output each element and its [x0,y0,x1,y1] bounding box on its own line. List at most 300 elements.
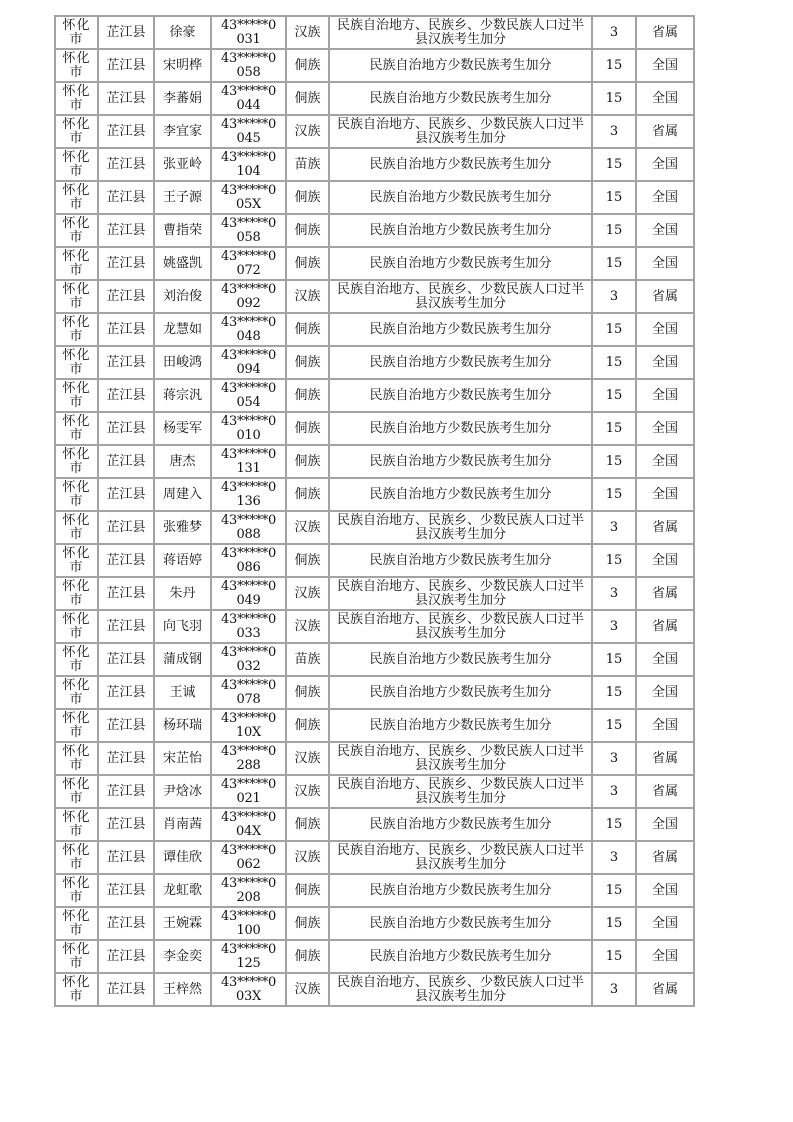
ethnicity-cell-text: 侗族 [294,486,321,502]
points-cell-text: 3 [609,24,619,40]
ethnicity-cell-text: 汉族 [294,519,321,535]
ethnicity-cell [286,907,329,940]
policy-cell [329,181,592,214]
points-cell-text: 3 [609,123,619,139]
id-number-cell-text: 43*****0086 [221,545,276,575]
table-row [55,973,694,1006]
scope-cell [636,478,694,511]
policy-cell-text: 民族自治地方少数民族考生加分 [369,651,552,667]
county-cell [98,874,154,907]
name-cell-text: 唐杰 [169,453,196,469]
city-cell [55,115,98,148]
scope-cell [636,643,694,676]
city-cell-text: 怀化市 [62,512,91,542]
city-cell [55,709,98,742]
points-cell [592,313,636,346]
name-cell-text: 宋芷怡 [162,750,202,766]
points-cell [592,445,636,478]
city-cell [55,775,98,808]
policy-cell-text: 民族自治地方少数民族考生加分 [369,387,552,403]
points-cell-text: 15 [605,255,623,271]
name-cell-text: 蒋宗汎 [162,387,202,403]
city-cell-text: 怀化市 [62,644,91,674]
county-cell [98,313,154,346]
points-cell [592,214,636,247]
scope-cell-text: 全国 [651,189,678,205]
scope-cell [636,907,694,940]
name-cell [154,676,211,709]
id-number-cell-text: 43*****0033 [221,611,276,641]
county-cell [98,643,154,676]
county-cell-text: 芷江县 [106,24,146,40]
county-cell-text: 芷江县 [106,849,146,865]
points-cell-text: 15 [605,651,623,667]
county-cell-text: 芷江县 [106,684,146,700]
name-cell [154,379,211,412]
scope-cell [636,280,694,313]
id-number-cell-text: 43*****0062 [221,842,276,872]
policy-cell-text: 民族自治地方少数民族考生加分 [369,156,552,172]
points-cell-text: 15 [605,222,623,238]
points-cell-text: 15 [605,948,623,964]
id-number-cell [211,610,286,643]
table-row [55,709,694,742]
county-cell [98,841,154,874]
scope-cell-text: 全国 [651,354,678,370]
points-cell-text: 3 [609,783,619,799]
points-cell-text: 15 [605,717,623,733]
name-cell-text: 刘治俊 [162,288,202,304]
id-number-cell-text: 43*****0125 [221,941,276,971]
policy-cell-text: 民族自治地方少数民族考生加分 [369,420,552,436]
table-row [55,808,694,841]
scope-cell-text: 省属 [651,849,678,865]
id-number-cell-text: 43*****0031 [221,17,276,47]
policy-cell [329,16,592,49]
city-cell-text: 怀化市 [62,215,91,245]
ethnicity-cell-text: 侗族 [294,57,321,73]
scope-cell [636,247,694,280]
county-cell [98,181,154,214]
table-row [55,511,694,544]
ethnicity-cell [286,49,329,82]
points-cell-text: 15 [605,387,623,403]
scope-cell-text: 全国 [651,915,678,931]
id-number-cell [211,874,286,907]
name-cell [154,478,211,511]
county-cell [98,940,154,973]
scope-cell-text: 全国 [651,816,678,832]
id-number-cell-text: 43*****0032 [221,644,276,674]
table-row [55,478,694,511]
city-cell-text: 怀化市 [62,545,91,575]
scope-cell-text: 全国 [651,387,678,403]
id-number-cell-text: 43*****005X [221,182,276,212]
id-number-cell-text: 43*****0044 [221,83,276,113]
scope-cell [636,577,694,610]
policy-cell-text: 民族自治地方、民族乡、少数民族人口过半县汉族考生加分 [336,776,584,806]
ethnicity-cell-text: 侗族 [294,816,321,832]
city-cell [55,214,98,247]
city-cell-text: 怀化市 [62,974,91,1004]
id-number-cell [211,676,286,709]
points-cell [592,115,636,148]
ethnicity-cell [286,808,329,841]
ethnicity-cell-text: 汉族 [294,618,321,634]
id-number-cell-text: 43*****0288 [221,743,276,773]
city-cell [55,610,98,643]
ethnicity-cell-text: 侗族 [294,90,321,106]
scope-cell [636,610,694,643]
scope-cell-text: 省属 [651,24,678,40]
policy-cell [329,643,592,676]
scope-cell [636,115,694,148]
id-number-cell [211,940,286,973]
points-cell [592,346,636,379]
ethnicity-cell [286,709,329,742]
points-cell [592,82,636,115]
name-cell [154,709,211,742]
county-cell [98,82,154,115]
county-cell-text: 芷江县 [106,948,146,964]
name-cell [154,511,211,544]
name-cell-text: 李蕃娟 [162,90,202,106]
id-number-cell-text: 43*****0100 [221,908,276,938]
city-cell-text: 怀化市 [62,446,91,476]
name-cell-text: 徐豪 [169,24,196,40]
county-cell-text: 芷江县 [106,519,146,535]
points-cell-text: 15 [605,552,623,568]
policy-cell-text: 民族自治地方、民族乡、少数民族人口过半县汉族考生加分 [336,842,584,872]
ethnicity-cell-text: 汉族 [294,585,321,601]
points-cell-text: 15 [605,816,623,832]
county-cell-text: 芷江县 [106,255,146,271]
county-cell [98,379,154,412]
ethnicity-cell-text: 汉族 [294,783,321,799]
ethnicity-cell [286,445,329,478]
city-cell-text: 怀化市 [62,314,91,344]
id-number-cell [211,313,286,346]
city-cell-text: 怀化市 [62,710,91,740]
id-number-cell [211,16,286,49]
county-cell-text: 芷江县 [106,321,146,337]
county-cell [98,280,154,313]
name-cell [154,907,211,940]
table-row [55,82,694,115]
scope-cell [636,709,694,742]
id-number-cell-text: 43*****0072 [221,248,276,278]
points-cell-text: 15 [605,453,623,469]
ethnicity-cell-text: 侗族 [294,255,321,271]
scope-cell-text: 全国 [651,420,678,436]
points-cell [592,643,636,676]
name-cell [154,82,211,115]
policy-cell-text: 民族自治地方少数民族考生加分 [369,717,552,733]
city-cell-text: 怀化市 [62,413,91,443]
name-cell [154,973,211,1006]
name-cell-text: 曹指荣 [162,222,202,238]
county-cell-text: 芷江县 [106,453,146,469]
points-cell [592,379,636,412]
id-number-cell-text: 43*****0045 [221,116,276,146]
id-number-cell [211,445,286,478]
city-cell [55,412,98,445]
name-cell-text: 王子源 [162,189,202,205]
name-cell [154,841,211,874]
county-cell-text: 芷江县 [106,816,146,832]
city-cell-text: 怀化市 [62,677,91,707]
scope-cell [636,148,694,181]
scope-cell [636,973,694,1006]
points-cell-text: 3 [609,849,619,865]
name-cell-text: 周建入 [162,486,202,502]
county-cell [98,973,154,1006]
policy-cell-text: 民族自治地方少数民族考生加分 [369,915,552,931]
county-cell [98,49,154,82]
ethnicity-cell [286,148,329,181]
points-cell [592,511,636,544]
policy-cell-text: 民族自治地方少数民族考生加分 [369,57,552,73]
id-number-cell [211,577,286,610]
scope-cell-text: 全国 [651,486,678,502]
policy-cell [329,82,592,115]
county-cell [98,511,154,544]
county-cell [98,709,154,742]
ethnicity-cell [286,544,329,577]
scope-cell [636,775,694,808]
county-cell-text: 芷江县 [106,57,146,73]
points-cell-text: 15 [605,420,623,436]
table-row [55,115,694,148]
name-cell [154,247,211,280]
policy-cell [329,775,592,808]
ethnicity-cell-text: 侗族 [294,222,321,238]
policy-cell [329,907,592,940]
id-number-cell [211,973,286,1006]
name-cell [154,346,211,379]
ethnicity-cell-text: 苗族 [294,156,321,172]
ethnicity-cell [286,610,329,643]
name-cell-text: 王梓然 [162,981,202,997]
name-cell-text: 蒋语婷 [162,552,202,568]
name-cell-text: 龙虹歌 [162,882,202,898]
policy-cell [329,478,592,511]
table-row [55,610,694,643]
city-cell [55,874,98,907]
city-cell [55,808,98,841]
county-cell-text: 芷江县 [106,189,146,205]
points-cell-text: 15 [605,486,623,502]
policy-cell-text: 民族自治地方、民族乡、少数民族人口过半县汉族考生加分 [336,281,584,311]
policy-cell-text: 民族自治地方、民族乡、少数民族人口过半县汉族考生加分 [336,974,584,1004]
name-cell [154,940,211,973]
table-row [55,379,694,412]
policy-cell-text: 民族自治地方少数民族考生加分 [369,255,552,271]
name-cell-text: 朱丹 [169,585,196,601]
name-cell-text: 尹焓冰 [162,783,202,799]
ethnicity-cell [286,874,329,907]
scope-cell-text: 省属 [651,750,678,766]
name-cell-text: 田峻鸿 [162,354,202,370]
county-cell [98,148,154,181]
points-cell [592,247,636,280]
id-number-cell [211,412,286,445]
ethnicity-cell-text: 汉族 [294,123,321,139]
county-cell-text: 芷江县 [106,156,146,172]
table-row [55,940,694,973]
id-number-cell [211,775,286,808]
points-cell [592,907,636,940]
points-cell-text: 15 [605,156,623,172]
ethnicity-cell-text: 汉族 [294,750,321,766]
id-number-cell-text: 43*****0136 [221,479,276,509]
ethnicity-cell [286,115,329,148]
policy-cell [329,214,592,247]
county-cell [98,247,154,280]
county-cell-text: 芷江县 [106,651,146,667]
ethnicity-cell [286,940,329,973]
city-cell-text: 怀化市 [62,809,91,839]
policy-cell [329,676,592,709]
points-cell [592,841,636,874]
policy-cell-text: 民族自治地方少数民族考生加分 [369,948,552,964]
policy-cell-text: 民族自治地方少数民族考生加分 [369,684,552,700]
county-cell-text: 芷江县 [106,552,146,568]
id-number-cell-text: 43*****0094 [221,347,276,377]
points-cell [592,940,636,973]
name-cell [154,280,211,313]
ethnicity-cell [286,775,329,808]
policy-cell [329,808,592,841]
policy-cell-text: 民族自治地方少数民族考生加分 [369,222,552,238]
points-cell [592,148,636,181]
county-cell [98,16,154,49]
points-cell [592,412,636,445]
table-row [55,49,694,82]
city-cell [55,973,98,1006]
city-cell [55,907,98,940]
id-number-cell [211,511,286,544]
id-number-cell [211,214,286,247]
points-cell-text: 3 [609,585,619,601]
city-cell [55,346,98,379]
ethnicity-cell [286,412,329,445]
scope-cell [636,544,694,577]
points-cell-text: 3 [609,288,619,304]
county-cell [98,115,154,148]
policy-cell [329,544,592,577]
policy-cell-text: 民族自治地方、民族乡、少数民族人口过半县汉族考生加分 [336,116,584,146]
name-cell [154,445,211,478]
points-cell [592,973,636,1006]
points-cell-text: 3 [609,981,619,997]
name-cell-text: 李金奕 [162,948,202,964]
policy-cell [329,610,592,643]
name-cell [154,775,211,808]
ethnicity-cell [286,16,329,49]
table-row [55,247,694,280]
ethnicity-cell-text: 侗族 [294,189,321,205]
table-row [55,181,694,214]
name-cell [154,643,211,676]
policy-cell [329,247,592,280]
policy-cell [329,49,592,82]
county-cell [98,907,154,940]
county-cell-text: 芷江县 [106,486,146,502]
points-cell [592,874,636,907]
ethnicity-cell-text: 侗族 [294,882,321,898]
scope-cell-text: 省属 [651,288,678,304]
county-cell [98,808,154,841]
scope-cell-text: 省属 [651,585,678,601]
scope-cell-text: 省属 [651,123,678,139]
ethnicity-cell-text: 侗族 [294,552,321,568]
id-number-cell [211,115,286,148]
ethnicity-cell-text: 汉族 [294,24,321,40]
county-cell-text: 芷江县 [106,750,146,766]
name-cell-text: 李宜家 [162,123,202,139]
scope-cell [636,940,694,973]
points-cell-text: 3 [609,618,619,634]
city-cell-text: 怀化市 [62,17,91,47]
ethnicity-cell [286,313,329,346]
points-cell [592,16,636,49]
id-number-cell-text: 43*****010X [221,710,276,740]
county-cell [98,544,154,577]
city-cell [55,445,98,478]
scope-cell [636,808,694,841]
id-number-cell [211,181,286,214]
id-number-cell [211,544,286,577]
city-cell [55,82,98,115]
table-body [55,16,694,1006]
ethnicity-cell [286,643,329,676]
city-cell-text: 怀化市 [62,50,91,80]
ethnicity-cell-text: 汉族 [294,981,321,997]
policy-cell [329,577,592,610]
points-cell [592,775,636,808]
city-cell-text: 怀化市 [62,743,91,773]
ethnicity-cell-text: 汉族 [294,849,321,865]
ethnicity-cell [286,82,329,115]
ethnicity-cell [286,280,329,313]
id-number-cell-text: 43*****0131 [221,446,276,476]
city-cell-text: 怀化市 [62,842,91,872]
table-row [55,280,694,313]
scope-cell [636,676,694,709]
policy-cell [329,148,592,181]
scope-cell-text: 全国 [651,156,678,172]
county-cell-text: 芷江县 [106,123,146,139]
city-cell-text: 怀化市 [62,347,91,377]
city-cell [55,742,98,775]
scope-cell-text: 省属 [651,618,678,634]
policy-cell-text: 民族自治地方、民族乡、少数民族人口过半县汉族考生加分 [336,743,584,773]
county-cell [98,346,154,379]
name-cell-text: 宋明桦 [162,57,202,73]
policy-cell-text: 民族自治地方、民族乡、少数民族人口过半县汉族考生加分 [336,611,584,641]
scope-cell-text: 省属 [651,783,678,799]
scope-cell-text: 全国 [651,90,678,106]
table-row [55,148,694,181]
id-number-cell [211,82,286,115]
id-number-cell [211,247,286,280]
county-cell-text: 芷江县 [106,585,146,601]
county-cell [98,577,154,610]
ethnicity-cell-text: 侗族 [294,354,321,370]
points-cell-text: 3 [609,519,619,535]
name-cell [154,577,211,610]
